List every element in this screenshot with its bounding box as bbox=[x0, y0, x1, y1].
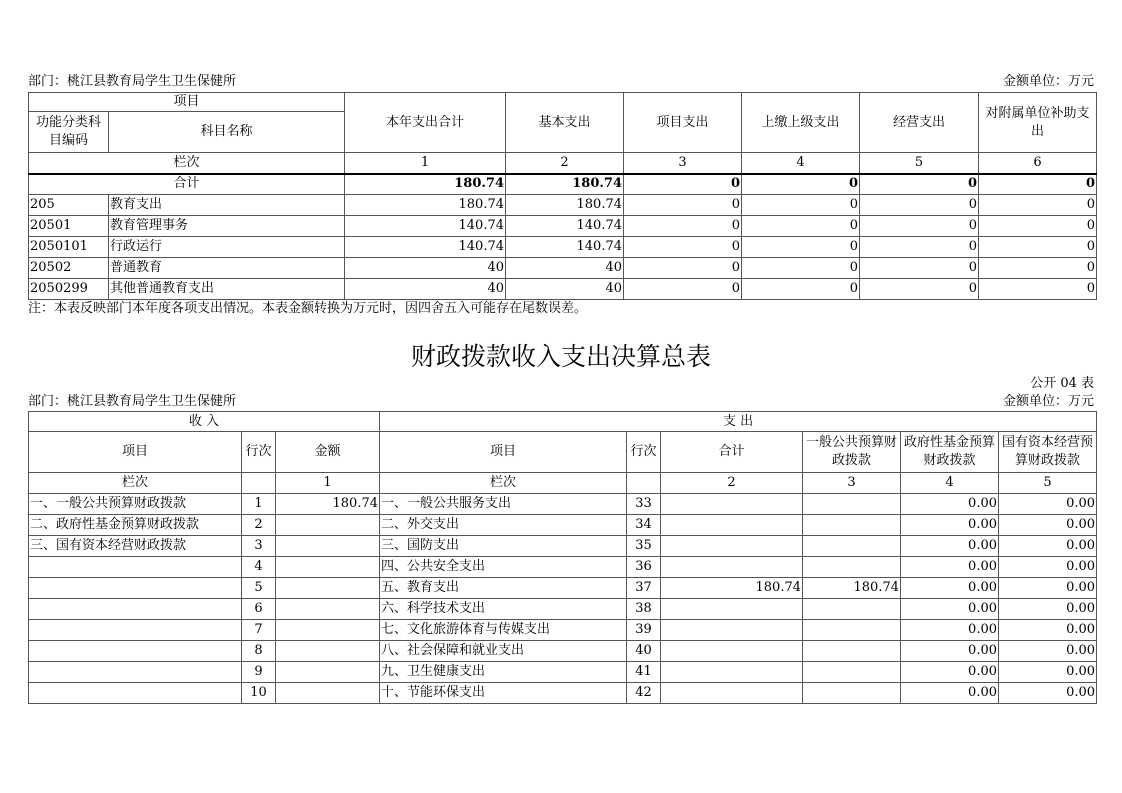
t2-lanci-num: 3 bbox=[803, 473, 901, 494]
table-row bbox=[29, 620, 1097, 641]
t2-total bbox=[661, 557, 803, 578]
t1-value: 0 bbox=[979, 195, 1097, 216]
t1-name: 教育管理事务 bbox=[109, 216, 345, 237]
t2-out-item: 六、科学技术支出 bbox=[380, 599, 627, 620]
t2-lanci-label: 栏次 bbox=[29, 473, 242, 494]
t1-total-value: 0 bbox=[860, 174, 979, 195]
t2-in-line: 8 bbox=[242, 641, 276, 662]
t1-department: 部门：桃江县教育局学生卫生保健所 bbox=[28, 74, 237, 89]
t2-fund: 0.00 bbox=[901, 578, 999, 599]
t1-header-project: 项目 bbox=[29, 93, 345, 112]
t1-header-project-exp: 项目支出 bbox=[624, 93, 742, 153]
t2-out-item: 九、卫生健康支出 bbox=[380, 662, 627, 683]
t2-lanci-num: 2 bbox=[661, 473, 803, 494]
t1-unit: 金额单位：万元 bbox=[1002, 74, 1094, 89]
t2-out-item: 一、一般公共服务支出 bbox=[380, 494, 627, 515]
t2-header-state: 国有资本经营预算财政拨款 bbox=[999, 432, 1097, 473]
t2-in-line: 2 bbox=[242, 515, 276, 536]
t1-value: 0 bbox=[860, 237, 979, 258]
t1-value: 0 bbox=[860, 258, 979, 279]
t2-lanci-expense-label: 栏次 bbox=[380, 473, 627, 494]
t2-table-no: 公开 04 表 bbox=[1030, 376, 1094, 391]
t2-header-fund: 政府性基金预算财政拨款 bbox=[901, 432, 999, 473]
t2-fund: 0.00 bbox=[901, 494, 999, 515]
t1-total-value: 0 bbox=[742, 174, 860, 195]
t1-lanci-num: 5 bbox=[860, 153, 979, 174]
t1-code: 2050299 bbox=[29, 279, 109, 300]
t2-state: 0.00 bbox=[999, 578, 1097, 599]
t1-code: 205 bbox=[29, 195, 109, 216]
t1-total-value: 180.74 bbox=[345, 174, 506, 195]
table-row bbox=[29, 258, 1097, 279]
t2-general bbox=[803, 662, 901, 683]
t2-state: 0.00 bbox=[999, 557, 1097, 578]
table-row bbox=[29, 599, 1097, 620]
t2-total bbox=[661, 620, 803, 641]
t2-total bbox=[661, 641, 803, 662]
t1-value: 0 bbox=[624, 258, 742, 279]
t2-general bbox=[803, 641, 901, 662]
table-row bbox=[29, 195, 1097, 216]
t1-code: 20501 bbox=[29, 216, 109, 237]
t2-in-amount bbox=[276, 641, 380, 662]
t2-in-amount bbox=[276, 683, 380, 704]
t2-general bbox=[803, 494, 901, 515]
t2-header-out-line: 行次 bbox=[627, 432, 661, 473]
t2-fund: 0.00 bbox=[901, 641, 999, 662]
t1-value: 0 bbox=[624, 279, 742, 300]
t2-state: 0.00 bbox=[999, 536, 1097, 557]
expenditure-table bbox=[28, 92, 1097, 300]
t2-in-line: 6 bbox=[242, 599, 276, 620]
t1-value: 40 bbox=[506, 258, 624, 279]
t2-in-line: 5 bbox=[242, 578, 276, 599]
t2-out-line: 37 bbox=[627, 578, 661, 599]
t2-department: 部门：桃江县教育局学生卫生保健所 bbox=[28, 394, 237, 409]
t1-total-label: 合计 bbox=[29, 174, 345, 195]
t2-fund: 0.00 bbox=[901, 557, 999, 578]
t1-name: 教育支出 bbox=[109, 195, 345, 216]
t1-value: 0 bbox=[742, 258, 860, 279]
t2-state: 0.00 bbox=[999, 515, 1097, 536]
t1-name: 行政运行 bbox=[109, 237, 345, 258]
t2-in-item bbox=[29, 641, 242, 662]
t2-in-line: 9 bbox=[242, 662, 276, 683]
t2-in-amount bbox=[276, 515, 380, 536]
t2-in-amount bbox=[276, 599, 380, 620]
t1-value: 0 bbox=[742, 237, 860, 258]
t1-total-value: 0 bbox=[624, 174, 742, 195]
t2-state: 0.00 bbox=[999, 599, 1097, 620]
t2-income-header: 收 入 bbox=[29, 412, 380, 432]
table-row bbox=[29, 494, 1097, 515]
t2-fund: 0.00 bbox=[901, 515, 999, 536]
t1-lanci-label: 栏次 bbox=[29, 153, 345, 174]
table-row bbox=[29, 237, 1097, 258]
table-row bbox=[29, 216, 1097, 237]
table-row bbox=[29, 557, 1097, 578]
t1-value: 0 bbox=[860, 195, 979, 216]
t2-header-total: 合计 bbox=[661, 432, 803, 473]
t1-header-subsidy: 对附属单位补助支出 bbox=[979, 93, 1097, 153]
t2-unit: 金额单位：万元 bbox=[1002, 394, 1094, 409]
t2-out-item: 二、外交支出 bbox=[380, 515, 627, 536]
t1-header-total: 本年支出合计 bbox=[345, 93, 506, 153]
t2-fund: 0.00 bbox=[901, 536, 999, 557]
t2-general bbox=[803, 599, 901, 620]
t2-general bbox=[803, 536, 901, 557]
t2-total bbox=[661, 536, 803, 557]
t1-total-row bbox=[29, 174, 1097, 195]
t2-fund: 0.00 bbox=[901, 683, 999, 704]
t1-total-value: 0 bbox=[979, 174, 1097, 195]
t2-general bbox=[803, 683, 901, 704]
t2-in-item bbox=[29, 683, 242, 704]
t2-out-item: 七、文化旅游体育与传媒支出 bbox=[380, 620, 627, 641]
t2-in-amount bbox=[276, 536, 380, 557]
t2-total bbox=[661, 683, 803, 704]
t1-value: 40 bbox=[345, 258, 506, 279]
table-row bbox=[29, 536, 1097, 557]
t2-out-line: 39 bbox=[627, 620, 661, 641]
t2-out-line: 36 bbox=[627, 557, 661, 578]
t2-in-amount bbox=[276, 620, 380, 641]
t1-lanci-num: 6 bbox=[979, 153, 1097, 174]
t2-in-item bbox=[29, 557, 242, 578]
t1-note: 注：本表反映部门本年度各项支出情况。本表金额转换为万元时，因四舍五入可能存在尾数误差。 bbox=[28, 301, 588, 316]
t2-general bbox=[803, 515, 901, 536]
t2-out-line: 35 bbox=[627, 536, 661, 557]
t1-lanci-num: 3 bbox=[624, 153, 742, 174]
t2-out-line: 42 bbox=[627, 683, 661, 704]
t2-in-amount bbox=[276, 557, 380, 578]
table-row bbox=[29, 578, 1097, 599]
t1-total-value: 180.74 bbox=[506, 174, 624, 195]
t2-lanci-income-num: 1 bbox=[276, 473, 380, 494]
t2-in-item bbox=[29, 599, 242, 620]
t1-value: 0 bbox=[742, 195, 860, 216]
table-row bbox=[29, 662, 1097, 683]
t1-header-business: 经营支出 bbox=[860, 93, 979, 153]
t1-header-remit: 上缴上级支出 bbox=[742, 93, 860, 153]
t1-value: 140.74 bbox=[506, 216, 624, 237]
t2-in-amount: 180.74 bbox=[276, 494, 380, 515]
t2-fund: 0.00 bbox=[901, 662, 999, 683]
t2-header-in-project: 项目 bbox=[29, 432, 242, 473]
t2-out-item: 五、教育支出 bbox=[380, 578, 627, 599]
t1-value: 0 bbox=[979, 258, 1097, 279]
table-row bbox=[29, 641, 1097, 662]
t1-header-basic: 基本支出 bbox=[506, 93, 624, 153]
t2-header-out-project: 项目 bbox=[380, 432, 627, 473]
t1-value: 0 bbox=[624, 237, 742, 258]
t2-out-line: 40 bbox=[627, 641, 661, 662]
t2-expense-header: 支 出 bbox=[380, 412, 1097, 432]
t1-header-code: 功能分类科目编码 bbox=[29, 112, 109, 153]
t2-general bbox=[803, 620, 901, 641]
t2-total bbox=[661, 515, 803, 536]
t2-header-general: 一般公共预算财政拨款 bbox=[803, 432, 901, 473]
t2-out-item: 十、节能环保支出 bbox=[380, 683, 627, 704]
table-row bbox=[29, 279, 1097, 300]
t1-name: 普通教育 bbox=[109, 258, 345, 279]
t2-out-item: 三、国防支出 bbox=[380, 536, 627, 557]
t2-general bbox=[803, 557, 901, 578]
t1-value: 180.74 bbox=[345, 195, 506, 216]
t2-in-item bbox=[29, 578, 242, 599]
t1-code: 20502 bbox=[29, 258, 109, 279]
t2-in-line: 4 bbox=[242, 557, 276, 578]
t1-value: 0 bbox=[860, 279, 979, 300]
t2-header-in-line: 行次 bbox=[242, 432, 276, 473]
t1-lanci-num: 4 bbox=[742, 153, 860, 174]
t2-total bbox=[661, 494, 803, 515]
t2-in-line: 3 bbox=[242, 536, 276, 557]
t1-header-name: 科目名称 bbox=[109, 112, 345, 153]
t2-in-line: 10 bbox=[242, 683, 276, 704]
t2-lanci-num: 4 bbox=[901, 473, 999, 494]
table-row bbox=[29, 515, 1097, 536]
t2-state: 0.00 bbox=[999, 641, 1097, 662]
t1-name: 其他普通教育支出 bbox=[109, 279, 345, 300]
t1-value: 0 bbox=[624, 195, 742, 216]
t2-total bbox=[661, 599, 803, 620]
t2-in-item: 一、一般公共预算财政拨款 bbox=[29, 494, 242, 515]
t2-in-item bbox=[29, 662, 242, 683]
t1-value: 180.74 bbox=[506, 195, 624, 216]
t1-value: 0 bbox=[742, 279, 860, 300]
t2-state: 0.00 bbox=[999, 662, 1097, 683]
t2-in-line: 1 bbox=[242, 494, 276, 515]
table-row bbox=[29, 683, 1097, 704]
t2-out-item: 四、公共安全支出 bbox=[380, 557, 627, 578]
t2-total bbox=[661, 662, 803, 683]
t2-lanci-num: 5 bbox=[999, 473, 1097, 494]
t2-fund: 0.00 bbox=[901, 599, 999, 620]
t2-in-item: 三、国有资本经营财政拨款 bbox=[29, 536, 242, 557]
t2-in-amount bbox=[276, 662, 380, 683]
t1-value: 0 bbox=[979, 216, 1097, 237]
fiscal-summary-table bbox=[28, 411, 1097, 704]
t1-value: 0 bbox=[979, 279, 1097, 300]
t2-in-item bbox=[29, 620, 242, 641]
t2-out-line: 41 bbox=[627, 662, 661, 683]
t1-value: 0 bbox=[860, 216, 979, 237]
t2-total: 180.74 bbox=[661, 578, 803, 599]
t2-in-item: 二、政府性基金预算财政拨款 bbox=[29, 515, 242, 536]
t2-in-line: 7 bbox=[242, 620, 276, 641]
t1-value: 0 bbox=[624, 216, 742, 237]
t1-value: 140.74 bbox=[506, 237, 624, 258]
t2-state: 0.00 bbox=[999, 620, 1097, 641]
t2-out-item: 八、社会保障和就业支出 bbox=[380, 641, 627, 662]
t2-out-line: 38 bbox=[627, 599, 661, 620]
t2-out-line: 34 bbox=[627, 515, 661, 536]
t1-value: 0 bbox=[742, 216, 860, 237]
t1-value: 0 bbox=[979, 237, 1097, 258]
t2-general: 180.74 bbox=[803, 578, 901, 599]
t1-value: 40 bbox=[506, 279, 624, 300]
t1-value: 140.74 bbox=[345, 216, 506, 237]
t2-fund: 0.00 bbox=[901, 620, 999, 641]
t2-in-amount bbox=[276, 578, 380, 599]
page-title: 财政拨款收入支出决算总表 bbox=[410, 342, 711, 371]
t1-value: 140.74 bbox=[345, 237, 506, 258]
t2-out-line: 33 bbox=[627, 494, 661, 515]
t2-state: 0.00 bbox=[999, 494, 1097, 515]
t2-state: 0.00 bbox=[999, 683, 1097, 704]
t1-lanci-num: 1 bbox=[345, 153, 506, 174]
t1-value: 40 bbox=[345, 279, 506, 300]
t2-header-amount: 金额 bbox=[276, 432, 380, 473]
t1-lanci-num: 2 bbox=[506, 153, 624, 174]
t1-code: 2050101 bbox=[29, 237, 109, 258]
